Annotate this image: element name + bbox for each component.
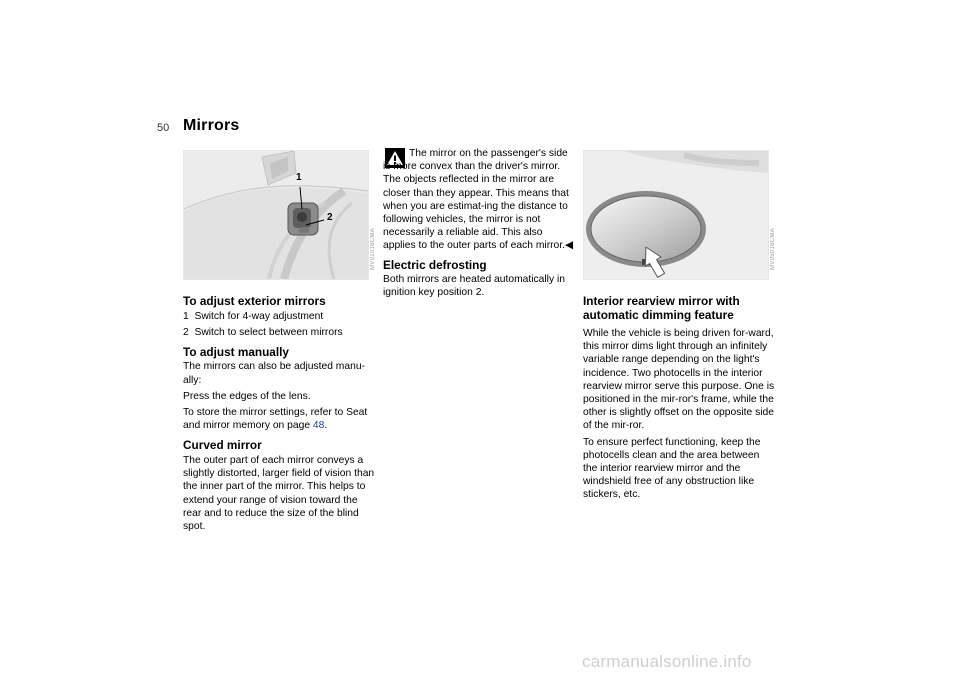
figure-code-1: MV01016CMA — [370, 228, 376, 271]
column-right — [583, 295, 776, 505]
paragraph-photocells: To ensure perfect functioning, keep the photocells clean and the area between the interior rearview mirror and the windshield free of any obstruction like stickers, etc. — [583, 436, 761, 501]
column-left — [183, 295, 376, 536]
paragraph-curved-mirror: The outer part of each mirror conveys a slightly distorted, larger field of vision than the inner part of the mirror. This helps to extend your range of vision toward the rear and to reduce the size of the blind spot. — [183, 454, 375, 532]
paragraph-defrosting: Both mirrors are heated automatically in ignition key position 2. — [383, 274, 565, 299]
callout-1: 1 — [296, 172, 302, 183]
paragraph-dimming: While the vehicle is being driven for-ward, this mirror dims light through an infinitely variable range depending on the light's incidence. Two photocells in the interior rearview mirror serve this purpose. One is positioned in the mir-ror's frame, while the other is slightly offset on the opposite side of the mir-ror. — [583, 328, 775, 432]
store-settings-text: To store the mirror settings, refer to Seat and mirror memory on page — [183, 407, 368, 432]
callout-2: 2 — [327, 212, 333, 223]
warning-text: The mirror on the passenger's side is more convex than the driver's mirror. The objects reflected in the mirror are closer than they appear. This means that when you are estimat-ing the distance to following vehicles, the mirror is not necessarily a reliable aid. This also applies to the outer parts of each mirror.◀ — [383, 148, 573, 252]
heading-electric-defrosting: Electric defrosting — [383, 257, 487, 272]
rearview-mirror-figure — [583, 150, 769, 280]
page-title: Mirrors — [183, 117, 240, 134]
watermark: carmanualsonline.info — [582, 652, 752, 671]
heading-adjust-exterior: To adjust exterior mirrors — [183, 294, 326, 308]
paragraph-press-edges: Press the edges of the lens. — [183, 390, 311, 402]
paragraph-store-settings — [183, 406, 376, 432]
heading-curved-mirror: Curved mirror — [183, 438, 262, 453]
page-link-48[interactable]: 48 — [312, 420, 325, 432]
door-switch-figure — [183, 150, 369, 280]
store-settings-period: . — [324, 420, 328, 432]
page-number: 50 — [157, 122, 170, 134]
heading-interior-rearview: Interior rearview mirror with automatic dimming feature — [583, 294, 740, 322]
heading-adjust-manually: To adjust manually — [183, 344, 289, 359]
door-switch-illustration — [184, 151, 368, 279]
rearview-mirror-illustration — [584, 151, 768, 279]
figure-code-2: MV05016CMA — [770, 228, 776, 271]
column-middle — [383, 147, 576, 303]
paragraph-manual: The mirrors can also be adjusted manu-ally: — [183, 361, 365, 386]
list-item-2: 2 Switch to select between mirrors — [183, 326, 343, 338]
list-item-1: 1 Switch for 4-way adjustment — [183, 310, 324, 322]
